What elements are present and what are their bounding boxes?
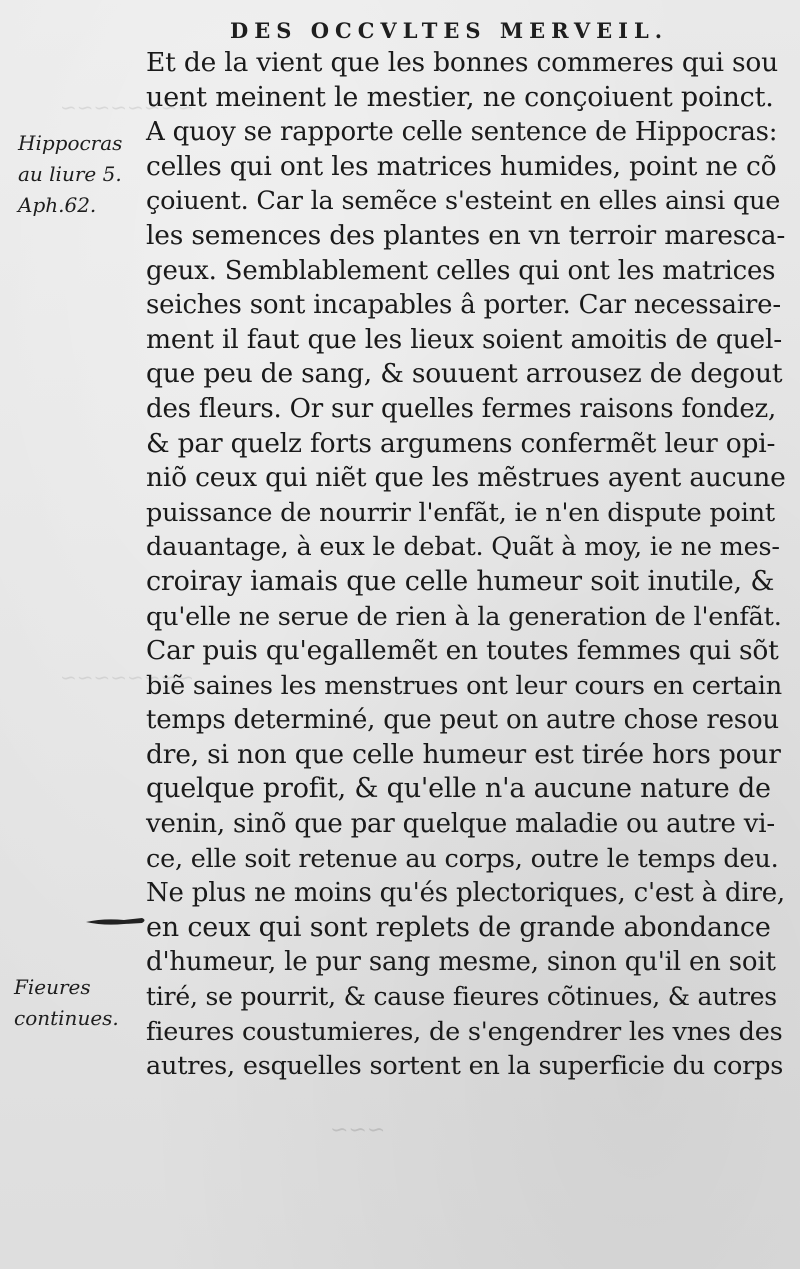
margin-note-hippocras bbox=[18, 128, 122, 221]
text-line: A quoy se rapporte celle sentence de Hippocras: bbox=[146, 117, 778, 148]
running-head: DES OCCVLTES MERVEIL. bbox=[230, 18, 669, 43]
text-line: seiches sont incapables â porter. Car necessaire- bbox=[146, 290, 781, 321]
manicule-pointer-icon bbox=[84, 912, 148, 930]
show-through-ghost-text: ~~~~~~~~ bbox=[60, 665, 195, 689]
text-line: niõ ceux qui niẽt que les mẽstrues ayent aucune bbox=[146, 462, 786, 494]
text-line: les semences des plantes en vn terroir maresca- bbox=[146, 219, 786, 251]
text-line: Et de la vient que les bonnes commeres qui sou bbox=[146, 47, 778, 78]
text-line: que peu de sang, & souuent arrousez de degout bbox=[146, 358, 783, 390]
text-line: qu'elle ne serue de rien à la generation de l'enfãt. bbox=[146, 601, 782, 632]
text-line: dre, si non que celle humeur est tirée hors pour bbox=[146, 738, 781, 770]
show-through-ghost-text: ~~~~~~~~ bbox=[60, 95, 195, 119]
text-line: Car puis qu'egallemẽt en toutes femmes qui sõt bbox=[146, 635, 779, 667]
text-line: dauantage, à eux le debat. Quãt à moy, ie ne mes- bbox=[146, 532, 780, 563]
text-line: temps determiné, que peut on autre chose resou bbox=[146, 705, 779, 736]
text-line: biẽ saines les menstrues ont leur cours en certain bbox=[146, 670, 782, 701]
text-line: puissance de nourrir l'enfãt, ie n'en dispute point bbox=[146, 497, 775, 528]
text-line: d'humeur, le pur sang mesme, sinon qu'il en soit bbox=[146, 947, 776, 978]
text-line: ment il faut que les lieux soient amoitis de quel- bbox=[146, 323, 783, 355]
show-through-signature-mark: ~~~ bbox=[330, 1118, 386, 1143]
text-line: quelque profit, & qu'elle n'a aucune nature de bbox=[146, 773, 771, 805]
text-line: celles qui ont les matrices humides, point ne cõ bbox=[146, 150, 777, 182]
body-text bbox=[146, 46, 786, 1084]
text-line: & par quelz forts argumens confermẽt leur opi- bbox=[146, 427, 776, 459]
text-line: geux. Semblablement celles qui ont les matrices bbox=[146, 255, 776, 286]
text-line: tiré, se pourrit, & cause fieures cõtinues, & autres bbox=[146, 982, 777, 1012]
margin-note-line: au liure 5. bbox=[18, 162, 122, 186]
text-line: venin, sinõ que par quelque maladie ou autre vi- bbox=[146, 809, 775, 840]
text-line: fieures coustumieres, de s'engendrer les vnes des bbox=[146, 1016, 783, 1047]
text-line: en ceux qui sont replets de grande abondance bbox=[146, 911, 771, 943]
margin-note-line: Fieures bbox=[14, 975, 91, 999]
text-line: ce, elle soit retenue au corps, outre le temps deu. bbox=[146, 843, 779, 874]
margin-note-line: Hippocras bbox=[18, 131, 123, 155]
text-line: des fleurs. Or sur quelles fermes raisons fondez, bbox=[146, 393, 777, 424]
text-line: autres, esquelles sortent en la superficie du corps bbox=[146, 1051, 784, 1082]
text-line: uent meinent le mestier, ne conçoiuent poinct. bbox=[146, 81, 774, 113]
margin-note-line: continues. bbox=[14, 1006, 119, 1030]
text-line: Ne plus ne moins qu'és plectoriques, c'est à dire, bbox=[146, 878, 785, 909]
text-line: croiray iamais que celle humeur soit inutile, & bbox=[146, 565, 775, 597]
text-line: çoiuent. Car la semẽce s'esteint en elles ainsi que bbox=[146, 186, 781, 217]
margin-note-line: Aph.62. bbox=[18, 193, 97, 217]
margin-note-fieures bbox=[14, 972, 119, 1034]
